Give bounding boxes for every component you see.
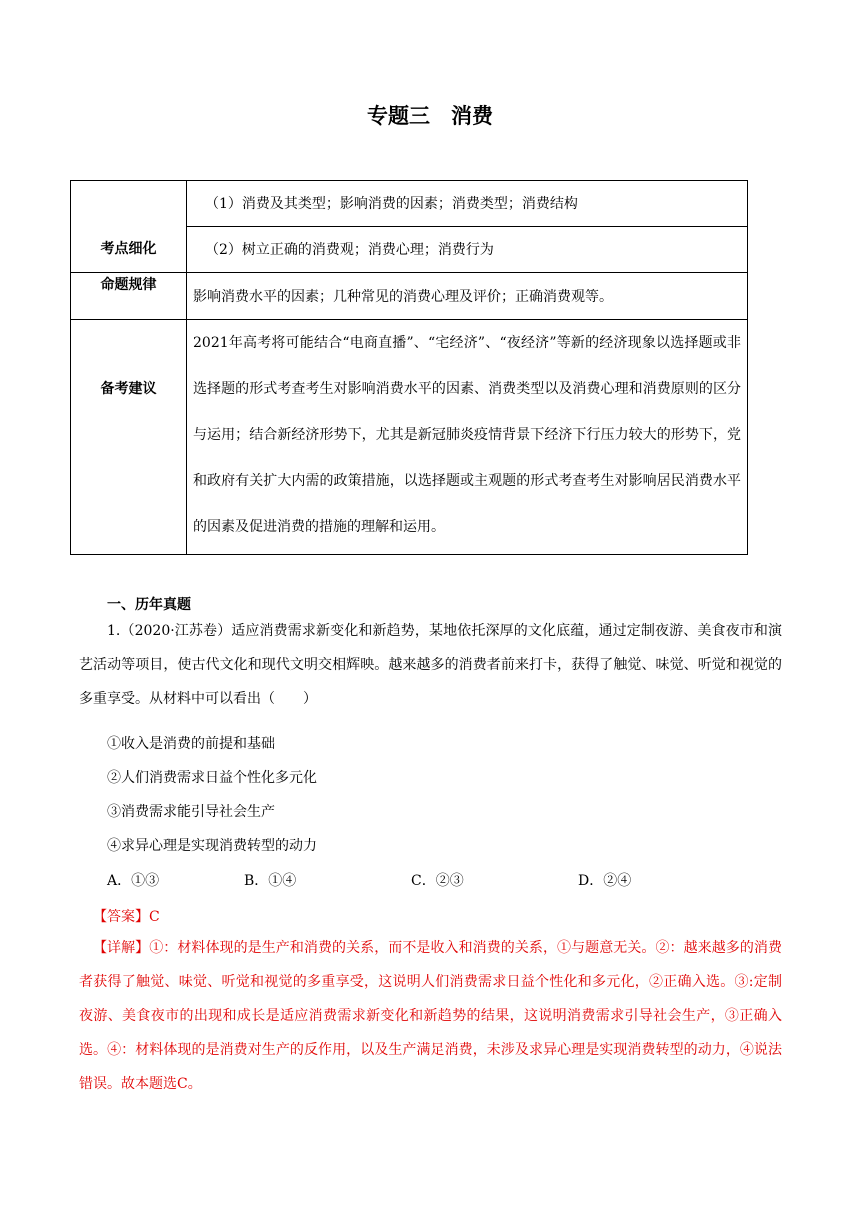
choice-d: D．②④ — [578, 873, 632, 889]
exam-point-line-2: （2）树立正确的消费观；消费心理；消费行为 — [205, 242, 494, 258]
choice-a: A．①③ — [107, 873, 160, 889]
advice-text: 2021年高考将可能结合“电商直播”、“宅经济”、“夜经济”等新的经济现象以选择题或非选择题的形式考查考生对影响消费水平的因素、消费类型以及消费心理和消费原则的区分与运用；结合新经济形势下，尤其是新冠肺炎疫情背景下经济下行压力较大的形势下，党和政府有关扩大内需的政策措施，以选择题或主观题的形式考查考生对影响居民消费水平的因素及促进消费的措施的理解和运用。 — [193, 335, 741, 535]
row-content-advice — [187, 320, 748, 555]
page-title: 专题三 消费 — [367, 104, 493, 128]
table-row — [71, 273, 748, 320]
row-label-pattern: 命题规律 — [71, 273, 187, 320]
statement-2: ②人们消费需求日益个性化多元化 — [107, 770, 317, 786]
exam-info-table — [70, 180, 748, 555]
section-heading: 一、历年真题 — [107, 597, 191, 613]
answer-line: 【答案】C — [93, 909, 160, 925]
row-content-exam-points — [187, 181, 748, 273]
exam-point-line-1: （1）消费及其类型；影响消费的因素；消费类型；消费结构 — [187, 181, 747, 227]
row-content-pattern: 影响消费水平的因素；几种常见的消费心理及评价；正确消费观等。 — [187, 273, 748, 320]
table-row — [71, 320, 748, 555]
statement-1: ①收入是消费的前提和基础 — [107, 736, 275, 752]
row-label-exam-points: 考点细化 — [71, 181, 187, 273]
choice-c: C．②③ — [411, 873, 464, 889]
table-row — [71, 181, 748, 273]
row-label-advice: 备考建议 — [71, 320, 187, 555]
answer-detail: 【详解】①：材料体现的是生产和消费的关系，而不是收入和消费的关系，①与题意无关。②：越来越多的消费者获得了触觉、味觉、听觉和视觉的多重享受，这说明人们消费需求日益个性化和多元化，②正确入选。③:定制夜游、美食夜市的出现和成长是适应消费需求新变化和新趋势的结果，这说明消费需求引导社会生产，③正确入选。④：材料体现的是消费对生产的反作用，以及生产满足消费，未涉及求异心理是实现消费转型的动力，④说法错误。故本题选C。 — [79, 940, 782, 1092]
question-stem: 1.（2020·江苏卷）适应消费需求新变化和新趋势，某地依托深厚的文化底蕴，通过定制夜游、美食夜市和演艺活动等项目，使古代文化和现代文明交相辉映。越来越多的消费者前来打卡，获得了触觉、味觉、听觉和视觉的多重享受。从材料中可以看出（ ） — [79, 623, 782, 707]
choice-b: B．①④ — [244, 873, 297, 889]
statement-3: ③消费需求能引导社会生产 — [107, 804, 275, 820]
statement-4: ④求异心理是实现消费转型的动力 — [107, 838, 317, 854]
